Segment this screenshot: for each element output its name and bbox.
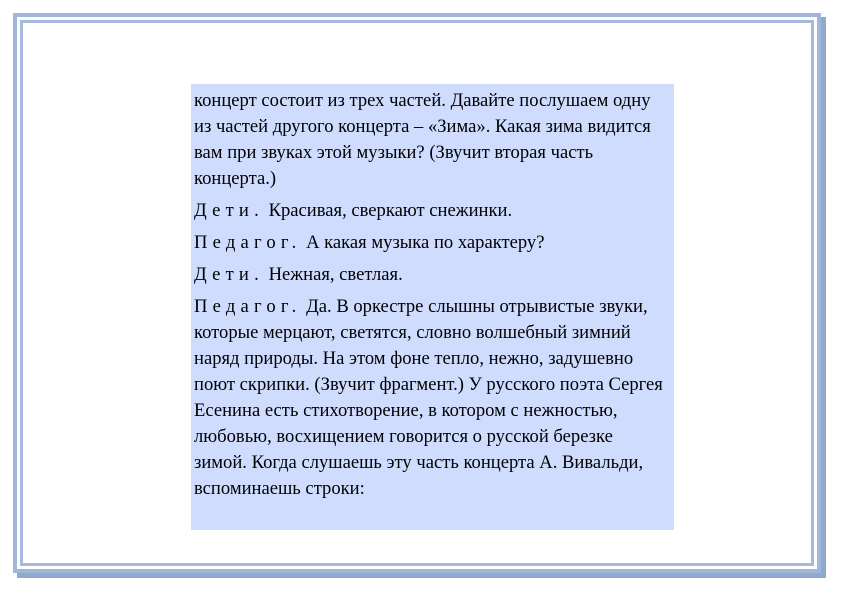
speaker-label: Дети. <box>194 200 264 221</box>
paragraph-text: концерт состоит из трех частей. Давайте послушаем одну из частей другого концерта – «Зима». Какая зима видится вам при звуках этой музыки? (Звучит вторая часть концерта.) <box>194 90 651 189</box>
paragraph-text: Красивая, сверкают снежинки. <box>263 200 513 221</box>
frame-shadow <box>17 573 826 578</box>
paragraph-text: А какая музыка по характеру? <box>301 232 545 253</box>
paragraph <box>194 88 668 192</box>
paragraph-text: Да. В оркестре слышны отрывистые звуки, которые мерцают, светятся, словно волшебный зимний наряд природы. На этом фоне тепло, нежно, задушевно поют скрипки. (Звучит фрагмент.) У русского поэта Сергея Есенина есть стихотворение, в котором с нежностью, любовью, восхищением говорится о русской березке зимой. Когда слушаешь эту часть концерта А. Вивальди, вспоминаешь строки: <box>194 296 663 499</box>
speaker-label: Педагог. <box>194 232 302 253</box>
paragraph-text: Нежная, светлая. <box>263 264 403 285</box>
speaker-label: Дети. <box>194 264 264 285</box>
paragraph <box>194 294 668 502</box>
paragraph <box>194 198 668 224</box>
frame-shadow <box>821 17 826 577</box>
paragraph <box>194 230 668 256</box>
text-box <box>191 84 674 530</box>
speaker-label: Педагог. <box>194 296 302 317</box>
paragraph <box>194 262 668 288</box>
